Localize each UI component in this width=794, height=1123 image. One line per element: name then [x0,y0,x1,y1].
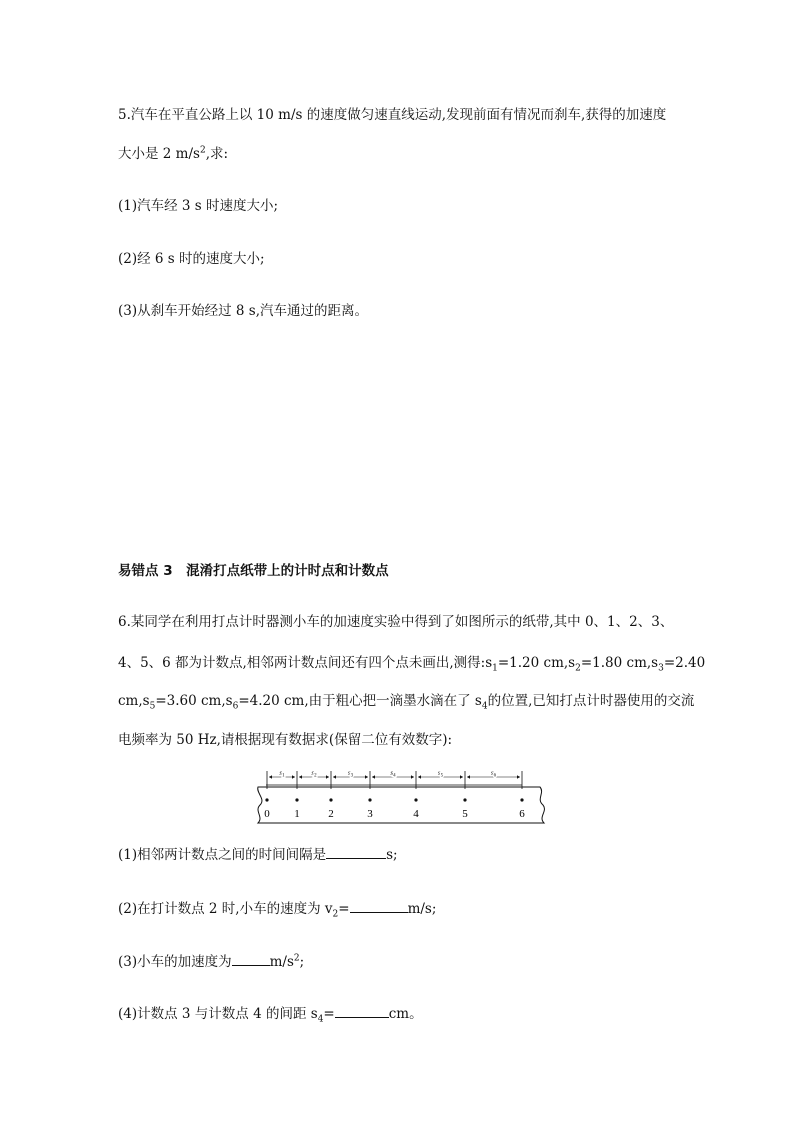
answer-blank-2[interactable] [350,900,408,913]
section-heading: 易错点 3 混淆打点纸带上的计时点和计数点 [118,563,389,579]
q6-part3-end: ; [299,954,305,970]
count-point [295,798,298,801]
q6-line1: 6.某同学在利用打点计时器测小车的加速度实验中得到了如图所示的纸带,其中 0、1、2、3、 [118,614,674,630]
q6-line3-c: =4.20 cm,由于粗心把一滴墨水滴在了 s [238,693,482,709]
q5-part2: (2)经 6 s 时的速度大小; [118,251,265,267]
sub-1: 1 [492,663,498,674]
q6-part2-text: (2)在打计数点 2 时,小车的速度为 v [118,901,333,917]
ticker-tape-figure [240,766,560,826]
q6-line3-a: cm,s [118,693,150,709]
arrow-head-right [326,775,329,779]
q5-part1: (1)汽车经 3 s 时速度大小; [118,198,279,214]
segment-label: $s_5$ [437,769,444,779]
sub-3: 3 [658,663,664,674]
count-point [520,798,523,801]
arrow-head-left [418,775,421,779]
tape-body [258,787,545,823]
count-point [329,798,332,801]
segment-label: $s_1$ [279,769,285,779]
q6-line2-a: 4、5、6 都为计数点,相邻两计数点间还有四个点未画出,测得:s [118,655,493,671]
q6-part3 [118,953,304,971]
q6-line3-d: 的位置,已知打点计时器使用的交流 [487,693,695,709]
count-point [463,798,466,801]
answer-blank-1[interactable] [326,846,386,859]
q6-line2 [118,654,705,672]
q6-part4-unit: cm。 [388,1006,423,1022]
q6-line3 [118,692,694,710]
segment-label: $s_2$ [311,769,317,779]
arrow-head-right [292,775,295,779]
arrow-head-left [333,775,336,779]
arrow-head-right [365,775,368,779]
q6-part1 [118,846,398,864]
arrow-head-left [467,775,470,779]
q6-part4-text: (4)计数点 3 与计数点 4 的间距 s [118,1006,318,1022]
q6-part1-text: (1)相邻两计数点之间的时间间隔是 [118,847,327,863]
count-point-label: 2 [328,808,334,820]
q5-stem-text: 大小是 2 m/s [118,146,200,162]
arrow-head-right [460,775,463,779]
count-point [265,798,268,801]
arrow-head-right [411,775,414,779]
count-point-label: 3 [367,808,373,820]
q6-part3-text: (3)小车的加速度为 [118,954,232,970]
q5-stem-tail: ,求: [205,146,229,162]
accel-unit-sup: 2 [293,953,300,964]
q6-part2-eq: = [338,901,350,917]
q6-line3-b: =3.60 cm,s [155,693,233,709]
sub-6: 6 [232,701,239,712]
q6-part4 [118,1005,423,1023]
q6-line2-b: =1.20 cm,s [497,655,576,671]
arrow-head-left [269,775,272,779]
q5-stem-line1: 5.汽车在平直公路上以 10 m/s 的速度做匀速直线运动,发现前面有情况而刹车,获得的加速度 [118,107,667,123]
s-sub-4: 4 [317,1014,324,1025]
q6-line2-d: =2.40 [663,655,706,671]
q6-part3-unit: m/s [269,954,294,970]
q6-part4-eq: = [323,1006,335,1022]
segment-label: $s_6$ [490,769,497,779]
arrow-head-left [372,775,375,779]
count-point-label: 0 [264,808,270,820]
answer-blank-4[interactable] [335,1005,389,1018]
sub-4: 4 [481,701,488,712]
q6-part2 [118,900,436,918]
sub-2: 2 [575,663,581,674]
count-point-label: 1 [294,808,300,820]
q5-part3: (3)从刹车开始经过 8 s,汽车通过的距离。 [118,303,369,319]
sub-5: 5 [149,701,156,712]
segment-label: $s_3$ [347,769,354,779]
count-point [368,798,371,801]
count-point-label: 5 [462,808,468,820]
q6-line2-c: =1.80 cm,s [580,655,659,671]
q6-line4: 电频率为 50 Hz,请根据现有数据求(保留二位有效数字): [118,732,453,748]
v-sub-2: 2 [332,909,339,920]
q5-stem-line2 [118,145,228,163]
arrow-head-left [299,775,302,779]
arrow-head-right [517,775,520,779]
q5-unit-sup: 2 [199,145,206,156]
q6-part2-unit: m/s; [407,901,437,917]
count-point [414,798,417,801]
segment-label: $s_4$ [390,769,396,779]
answer-blank-3[interactable] [232,953,270,966]
q6-part1-unit: s; [386,847,398,863]
count-point-label: 6 [519,808,525,820]
count-point-label: 4 [413,808,419,820]
